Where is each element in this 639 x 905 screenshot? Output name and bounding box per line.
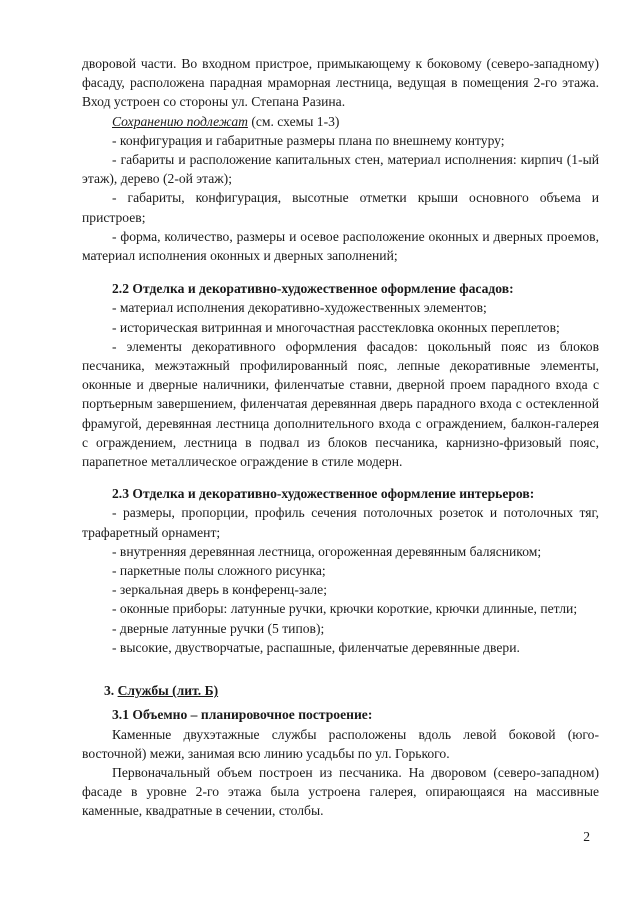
protect-rest: (см. схемы 1-3) xyxy=(247,113,340,129)
section-2-2-heading: 2.2 Отделка и декоративно-художественное оформление фасадов: xyxy=(112,281,514,297)
list-item: - элементы декоративного оформления фасадов: цокольный пояс из блоков песчаника, межэтажный профилированный пояс, лепные декоративные элементы, оконные и дверные наличники, филенчатые ставни, дверной проем парадного входа с портьерным завершением, филенчатая деревянная дверь парадного входа с остекленной фрамугой, деревянная лестница дополнительного входа с ограждением, балкон-галерея с ограждением, лестница в подвал из блоков песчаника, карнизно-фризовый пояс, парапетное металлическое ограждение в стиле модерн. xyxy=(82,338,599,470)
list-item: - размеры, пропорции, профиль сечения потолочных розеток и потолочных тяг, трафаретный орнамент; xyxy=(82,505,599,540)
list-item: - конфигурация и габаритные размеры плана по внешнему контуру; xyxy=(112,132,505,148)
list-item: - материал исполнения декоративно-художественных элементов; xyxy=(112,300,487,316)
body-paragraph: Первоначальный объем построен из песчаника. На дворовом (северо-западном) фасаде в уровне 2-го этажа была устроена галерея, опирающаяся на массивные каменные, квадратные в сечении, столбы. xyxy=(82,764,599,819)
section-2-3-heading: 2.3 Отделка и декоративно-художественное оформление интерьеров: xyxy=(112,486,535,502)
list-item: - габариты, конфигурация, высотные отметки крыши основного объема и пристроев; xyxy=(82,190,599,225)
section-3-title: Службы (лит. Б) xyxy=(117,683,219,699)
intro-paragraph: дворовой части. Во входном пристрое, примыкающему к боковому (северо-западному) фасаду, расположена парадная мраморная лестница, ведущая в помещения 2-го этажа. Вход устроен со стороны ул. Степана Разина. xyxy=(82,56,599,110)
list-item: - высокие, двустворчатые, распашные, филенчатые деревянные двери. xyxy=(112,639,520,655)
section-3-number: 3. xyxy=(104,683,118,699)
list-item: - оконные приборы: латунные ручки, крючки короткие, крючки длинные, петли; xyxy=(112,601,578,617)
protect-label: Сохранению подлежат xyxy=(112,113,248,129)
list-item: - форма, количество, размеры и осевое расположение оконных и дверных проемов, материал исполнения оконных и дверных заполнений; xyxy=(82,228,599,264)
list-item: - паркетные полы сложного рисунка; xyxy=(112,563,326,579)
list-item: - дверные латунные ручки (5 типов); xyxy=(112,620,325,636)
list-item: - зеркальная дверь в конференц-зале; xyxy=(112,582,327,598)
list-item: - габариты и расположение капитальных стен, материал исполнения: кирпич (1-ый этаж), дерево (2-ой этаж); xyxy=(82,152,599,187)
section-3-heading xyxy=(82,681,599,700)
list-item: - внутренняя деревянная лестница, огороженная деревянным балясником; xyxy=(112,543,542,559)
list-item: - историческая витринная и многочастная расстекловка оконных переплетов; xyxy=(112,319,560,335)
section-3-1-heading: 3.1 Объемно – планировочное построение: xyxy=(112,707,373,723)
protect-line xyxy=(82,112,599,131)
body-paragraph: Каменные двухэтажные службы расположены вдоль левой боковой (юго-восточной) межи, занимая всю линию усадьбы по ул. Горького. xyxy=(82,726,599,761)
page-number: 2 xyxy=(583,829,590,844)
